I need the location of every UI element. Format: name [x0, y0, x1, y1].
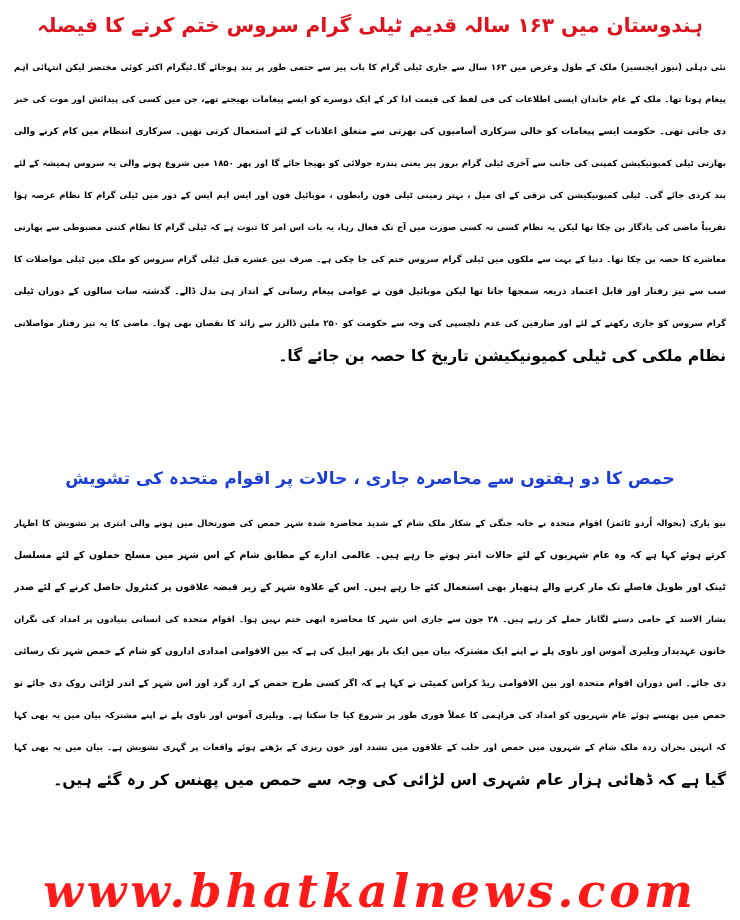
article-line: نظام ملکی کی ٹیلی کمیونیکیشن تاریخ کا حصہ بن جائے گا۔ [278, 347, 726, 365]
article-line: سب سے تیز رفتار اور قابل اعتماد ذریعہ سمجھا جاتا تھا لیکن موبائیل فون نے عوامی پیغام رسانی کے انداز ہی بدل ڈالے۔ گذشتہ سات سالوں کے دوران ٹیلی [14, 287, 726, 297]
article-line: نیو یارک (بحوالہ اُردو ٹائمز) اقوام متحدہ نے خانہ جنگی کے شکار ملک شام کے شدید محاصرہ شدہ شہر حمص کی صورتحال میں ہونے والی ابتری پر تشویش کا اظہار [14, 519, 726, 529]
article-line: حمص میں پھنسے ہوئے عام شہریوں کو امداد کی فراہمی کا عملاً فوری طور پر شروع کیا جا سکتا ہے۔ ویلیری آموس اور ناوی پلے نے اپنے مشترکہ بیان میں یہ بھی کہا [14, 711, 726, 721]
article-line: پیغام ہوتا تھا۔ ملک کے عام خاندان ایسی اطلاعات کی فی لفظ کی قیمت ادا کر کے ایک دوسرے کو ایسے پیغامات بھیجتے تھے، جن میں کسی کی پیدائش اور موت کی خبر [14, 95, 726, 105]
article-line: کہ انہیں بحران زدہ ملک شام کے شہروں میں حمص اور حلب کے علاقوں میں تشدد اور خون ریزی کے بڑھتے ہوئے واقعات پر گہری تشویش ہے۔ بیان میں یہ بھی کہا [14, 743, 726, 753]
article-line: گیا ہے کہ ڈھائی ہزار عام شہری اس لڑائی کی وجہ سے حمص میں پھنس کر رہ گئے ہیں۔ [53, 771, 726, 789]
article-line: بند کردی جائے گی۔ ٹیلی کمیونیکیشن کی ترقی کے ای میل ، بہتر زمینی ٹیلی فون رابطوں ، موبائیل فون اور ایس ایم ایس کے دور میں ٹیلی گرام کا نظام عرصہ ہوا [14, 191, 726, 201]
article-line: نئی دہلی (نیوز ایجنسیز) ملک کے طول وعرض میں ۱۶۳ سال سے جاری ٹیلی گرام کا باب پیر سے حتمی طور پر بند ہوجائے گا۔ٹیگرام اکثر کوئی مختصر لیکن انتہائی اہم [14, 63, 726, 73]
article-line: دی جائے۔ اس دوران اقوام متحدہ اور بین الاقوامی ریڈ کراس کمیٹی نے کہا ہے کہ اگر کسی طرح حمص کے ارد گرد اور اس شہر کے اندر لڑائی روک دی جائے تو [14, 679, 726, 689]
website-url-footer: www.bhatkalnews.com [43, 864, 697, 918]
article-line: خاتون عہدیدار ویلیری آموس اور ناوی پلے نے اپنے ایک مشترکہ بیان میں ایک بار پھر اپیل کی ہے کہ بین الاقوامی امدادی اداروں کو شام کے حمص شہر تک رسائی [14, 647, 726, 657]
article-telegram-body [14, 52, 726, 372]
article-line: دی جاتی تھی۔ حکومت ایسے پیغامات کو خالی سرکاری آسامیوں کی بھرتی سے متعلق اعلانات کے لئے استعمال کرتی تھیں۔ سرکاری انتظام میں کام کرنے والی [14, 127, 726, 137]
article-line: معاشرے کا حصہ بن چکا تھا۔ دنیا کے بہت سے ملکوں میں ٹیلی گرام سروس ختم کی جا چکی ہے۔ صرف تین عشرے قبل ٹیلی گرام سروس کو ملک میں ٹیلی مواصلات کا [14, 255, 726, 265]
article-line: بشار الاسد کے حامی دستے لگاتار حملے کر رہے ہیں۔ ۲۸ جون سے جاری اس شہر کا محاصرہ ابھی ختم نہیں ہوا۔ اقوام متحدہ کی انسانی بنیادوں پر امداد کی نگران [14, 615, 726, 625]
article-line: گرام سروس کو جاری رکھنے کے لئے اور صارفین کی عدم دلچسپی کی وجہ سے حکومت کو ۲۵۰ ملین ڈالرز سے زائد کا نقصان بھی ہوا۔ ماضی کا یہ تیز رفتار مواصلاتی [14, 319, 726, 329]
article-line: ٹینک اور طویل فاصلے تک مار کرنے والے ہتھیار بھی استعمال کئے جا رہے ہیں۔ اس کے علاوہ شہر کے زیر قبضہ علاقوں پر کنٹرول حاصل کرنے کے لئے صدر [14, 582, 726, 593]
headline-telegram-story: ہندوستان میں ۱۶۳ سالہ قدیم ٹیلی گرام سروس ختم کرنے کا فیصلہ [37, 13, 703, 37]
article-homs-body [14, 508, 726, 796]
article-line: کرتے ہوئے کہا ہے کہ وہ عام شہریوں کے لئے حالات ابتر ہوتے جا رہے ہیں۔ عالمی ادارے کے مطابق شام کے اس شہر میں مسلح حملوں کے لئے مسلسل [14, 550, 726, 561]
article-line: بھارتی ٹیلی کمیونیکیشن کمپنی کی جانب سے آخری ٹیلی گرام بروز پیر یعنی پندرہ جولائی کو بھیجا جائے گا اور پھر ۱۸۵۰ میں شروع ہونے والی یہ سروس ہمیشہ کے لئے [14, 159, 726, 169]
article-line: تقریباً ماضی کی یادگار بن چکا تھا لیکن یہ نظام کسی نہ کسی صورت میں آج تک فعال رہا، یہ بات اس امر کا ثبوت ہے کہ ٹیلی گرام کا نظام کتنی مضبوطی سے بھارتی [14, 223, 726, 233]
headline-homs-story: حمص کا دو ہفتوں سے محاصرہ جاری ، حالات پر اقوام متحدہ کی تشویش [65, 469, 675, 489]
